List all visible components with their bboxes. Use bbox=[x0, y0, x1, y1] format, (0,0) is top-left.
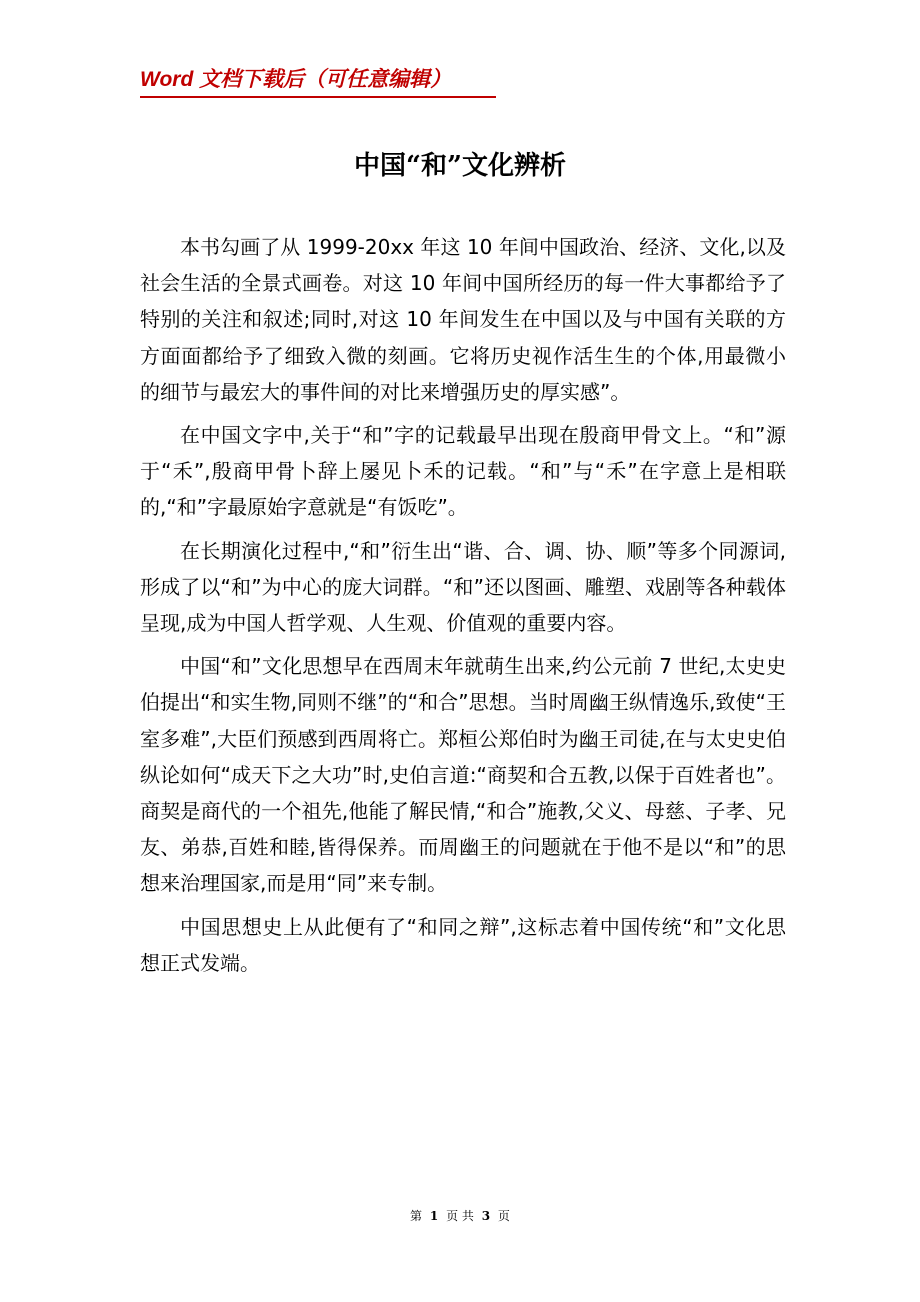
paragraph-4: 中国“和”文化思想早在西周末年就萌生出来,约公元前 7 世纪,太史史伯提出“和实生物,同则不继”的“和合”思想。当时周幽王纵情逸乐,致使“王室多难”,大臣们预感到西周将亡。郑桓公郑伯时为幽王司徒,在与太史史伯纵论如何“成天下之大功”时,史伯言道:“商契和合五教,以保于百姓者也”。商契是商代的一个祖先,他能了解民情,“和合”施教,父义、母慈、子孝、兄友、弟恭,百姓和睦,皆得保养。而周幽王的问题就在于他不是以“和”的思想来治理国家,而是用“同”来专制。 bbox=[140, 654, 786, 896]
document-title: 中国“和”文化辨析 bbox=[354, 151, 566, 181]
footer-prefix: 第 bbox=[410, 1209, 423, 1223]
header-text: Word 文档下载后（可任意编辑） bbox=[140, 68, 452, 91]
footer-total-pages: 3 bbox=[481, 1209, 491, 1223]
page-footer bbox=[0, 1208, 920, 1224]
footer-middle: 页 共 bbox=[446, 1209, 474, 1223]
download-header bbox=[140, 66, 496, 98]
document-body bbox=[140, 229, 786, 988]
footer-suffix: 页 bbox=[497, 1209, 510, 1223]
paragraph-1: 本书勾画了从 1999-20xx 年这 10 年间中国政治、经济、文化,以及社会生活的全景式画卷。对这 10 年间中国所经历的每一件大事都给予了特别的关注和叙述;同时,对这 10 年间发生在中国以及与中国有关联的方方面面都给予了细致入微的刻画。它将历史视作活生生的个体,用最微小的细节与最宏大的事件间的对比来增强历史的厚实感”。 bbox=[140, 235, 786, 404]
paragraph-5: 中国思想史上从此便有了“和同之辩”,这标志着中国传统“和”文化思想正式发端。 bbox=[140, 914, 786, 975]
paragraph-3: 在长期演化过程中,“和”衍生出“谐、合、调、协、顺”等多个同源词,形成了以“和”为中心的庞大词群。“和”还以图画、雕塑、戏剧等各种载体呈现,成为中国人哲学观、人生观、价值观的重要内容。 bbox=[140, 538, 786, 636]
paragraph-2: 在中国文字中,关于“和”字的记载最早出现在殷商甲骨文上。“和”源于“禾”,殷商甲骨卜辞上屡见卜禾的记载。“和”与“禾”在字意上是相联的,“和”字最原始字意就是“有饭吃”。 bbox=[140, 423, 786, 520]
footer-page-number: 1 bbox=[429, 1209, 439, 1223]
